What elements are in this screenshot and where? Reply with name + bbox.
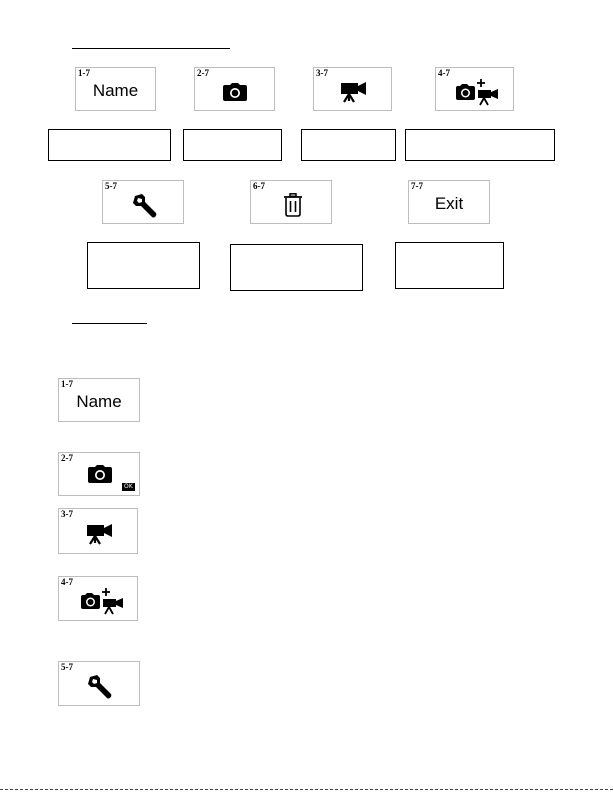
screen-index: 4-7 (438, 68, 450, 78)
wrench-icon (87, 674, 113, 700)
screen-index: 5-7 (105, 181, 117, 191)
menu-screen-exit (408, 180, 490, 224)
section-heading-underline-1 (72, 48, 230, 49)
screen-index: 5-7 (61, 662, 73, 672)
detail-screen-video (58, 508, 138, 554)
screen-label-name: Name (76, 392, 122, 411)
ok-badge: OK (124, 483, 134, 490)
menu-screen-settings (102, 180, 184, 224)
screen-index: 3-7 (61, 509, 73, 519)
detail-screen-photo-video (58, 576, 138, 621)
screen-index: 1-7 (61, 379, 73, 389)
detail-screen-settings (58, 661, 140, 706)
video-camera-icon (86, 523, 114, 545)
screen-index: 4-7 (61, 577, 73, 587)
screen-label-name: Name (92, 81, 139, 100)
trash-icon (284, 193, 302, 217)
screen-index: 3-7 (316, 68, 328, 78)
label-box (87, 242, 200, 289)
video-camera-icon (340, 81, 368, 103)
camera-icon (88, 465, 112, 483)
photo-plus-video-icon (81, 587, 125, 615)
screen-index: 6-7 (253, 181, 265, 191)
label-box (395, 242, 504, 289)
label-box (301, 129, 396, 161)
screen-index: 2-7 (197, 68, 209, 78)
label-box (48, 129, 171, 161)
menu-screen-photo (194, 67, 275, 111)
screen-label-exit: Exit (434, 194, 464, 213)
menu-screen-name (75, 67, 156, 111)
label-box (405, 129, 555, 161)
label-box (230, 244, 363, 291)
label-box (183, 129, 282, 161)
screen-index: 1-7 (78, 68, 90, 78)
wrench-icon (132, 193, 158, 219)
menu-screen-photo-video (435, 67, 514, 111)
photo-plus-video-icon (456, 78, 500, 106)
menu-screen-delete (250, 180, 332, 224)
screen-index: 2-7 (61, 453, 73, 463)
detail-screen-name (58, 378, 140, 422)
screen-index: 7-7 (411, 181, 423, 191)
camera-icon (223, 83, 247, 101)
detail-screen-photo (58, 452, 140, 496)
section-heading-underline-2 (72, 323, 147, 324)
menu-screen-video (313, 67, 392, 111)
page-bottom-divider (0, 789, 613, 790)
